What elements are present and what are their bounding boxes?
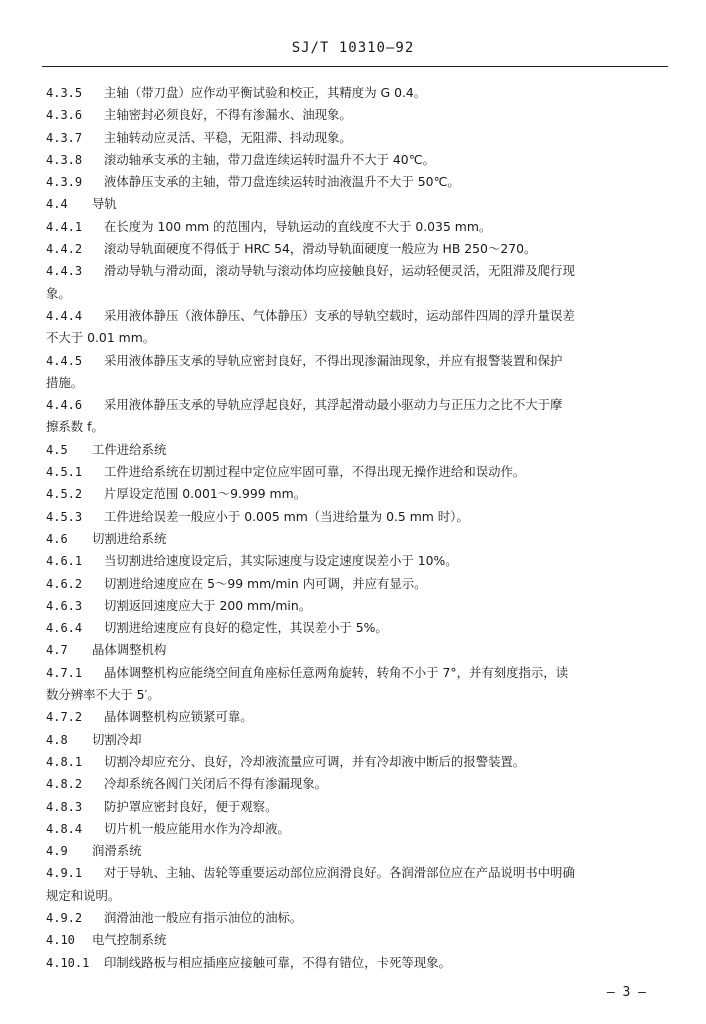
clause-text: 液体静压支承的主轴，带刀盘连续运转时油液温升不大于 50℃。 bbox=[104, 174, 460, 190]
clause-number: 4.3.9 bbox=[46, 175, 83, 190]
clause-number: 4.3.5 bbox=[46, 86, 83, 100]
clause-text: 防护罩应密封良好，便于观察。 bbox=[104, 798, 278, 814]
clause-text: 主轴转动应灵活、平稳，无阻滞、抖动现象。 bbox=[104, 129, 352, 145]
clause-text: 象。 bbox=[46, 285, 71, 301]
clause-text: 切割进给速度应在 5～99 mm/min 内可调，并应有显示。 bbox=[104, 575, 427, 591]
clause-number: 4.6.2 bbox=[46, 576, 83, 591]
clause-line bbox=[46, 149, 662, 171]
clause-line bbox=[46, 639, 662, 661]
clause-line bbox=[46, 840, 662, 862]
clause-continuation-line bbox=[46, 283, 662, 305]
header-rule bbox=[42, 66, 668, 67]
clause-line bbox=[46, 706, 662, 728]
clause-text: 擦系数 f。 bbox=[46, 419, 104, 435]
clause-number: 4.6.3 bbox=[46, 598, 83, 613]
clause-line bbox=[46, 929, 662, 951]
clause-line bbox=[46, 506, 662, 528]
clause-text: 切割冷却 bbox=[92, 731, 142, 747]
clause-number: 4.4.3 bbox=[46, 264, 83, 279]
clause-number: 4.8.2 bbox=[46, 777, 83, 792]
clause-number: 4.7.1 bbox=[46, 665, 83, 680]
clause-continuation-line bbox=[46, 327, 662, 349]
clause-number: 4.6.4 bbox=[46, 621, 83, 636]
clause-number: 4.4.1 bbox=[46, 219, 83, 234]
clause-text: 润滑系统 bbox=[92, 843, 142, 859]
clause-text: 滑动导轨与滑动面，滚动导轨与滚动体均应接触良好，运动轻便灵活，无阻滞及爬行现 bbox=[104, 263, 575, 279]
clause-number: 4.4.6 bbox=[46, 398, 83, 413]
clause-text: 工件进给系统在切割过程中定位应牢固可靠，不得出现无操作进给和误动作。 bbox=[104, 464, 526, 480]
clause-line bbox=[46, 662, 662, 684]
clause-number: 4.7 bbox=[46, 643, 68, 658]
clause-number: 4.4.2 bbox=[46, 242, 83, 257]
clause-number: 4.9.1 bbox=[46, 866, 83, 881]
clause-text: 切片机一般应能用水作为冷却液。 bbox=[104, 820, 290, 836]
clause-text: 主轴（带刀盘）应作动平衡试验和校正，其精度为 G 0.4。 bbox=[104, 85, 427, 100]
clause-continuation-line bbox=[46, 372, 662, 394]
page-number: — 3 — bbox=[606, 985, 646, 1000]
clause-text: 滚动轴承支承的主轴，带刀盘连续运转时温升不大于 40℃。 bbox=[104, 151, 435, 167]
clause-line bbox=[46, 550, 662, 572]
clause-line bbox=[46, 573, 662, 595]
clause-text: 工件进给系统 bbox=[92, 441, 167, 457]
clause-text: 规定和说明。 bbox=[46, 887, 121, 903]
clause-text: 润滑油池一般应有指示油位的油标。 bbox=[104, 909, 303, 925]
clause-line bbox=[46, 617, 662, 639]
clauses-body bbox=[46, 82, 662, 974]
clause-line bbox=[46, 818, 662, 840]
clause-line bbox=[46, 483, 662, 505]
clause-number: 4.4 bbox=[46, 197, 68, 212]
clause-number: 4.9.2 bbox=[46, 910, 83, 925]
clause-number: 4.8.3 bbox=[46, 799, 83, 814]
clause-number: 4.3.8 bbox=[46, 152, 83, 167]
standard-code-header: SJ/T 10310—92 bbox=[291, 40, 415, 56]
clause-line bbox=[46, 862, 662, 884]
clause-text: 导轨 bbox=[92, 196, 117, 212]
clause-line bbox=[46, 350, 662, 372]
clause-text: 晶体调整机构应能绕空间直角座标任意两角旋转，转角不小于 7°，并有刻度指示，读 bbox=[104, 664, 569, 680]
clause-line bbox=[46, 394, 662, 416]
clause-line bbox=[46, 104, 662, 126]
clause-number: 4.3.7 bbox=[46, 130, 83, 145]
clause-text: 切割冷却应充分、良好，冷却液流量应可调，并有冷却液中断后的报警装置。 bbox=[104, 753, 526, 769]
clause-number: 4.5.3 bbox=[46, 509, 83, 524]
clause-text: 采用液体静压（液体静压、气体静压）支承的导轨空载时，运动部件四周的浮升量误差 bbox=[104, 307, 575, 323]
clause-line bbox=[46, 238, 662, 260]
clause-number: 4.10.1 bbox=[46, 955, 90, 970]
clause-line bbox=[46, 127, 662, 149]
clause-line bbox=[46, 773, 662, 795]
clause-line bbox=[46, 952, 662, 974]
clause-text: 当切割进给速度设定后，其实际速度与设定速度误差小于 10%。 bbox=[104, 553, 458, 569]
clause-line bbox=[46, 461, 662, 483]
clause-number: 4.5 bbox=[46, 442, 68, 457]
clause-number: 4.4.5 bbox=[46, 353, 83, 368]
clause-text: 切割进给系统 bbox=[92, 530, 167, 546]
clause-text: 滚动导轨面硬度不得低于 HRC 54，滑动导轨面硬度一般应为 HB 250～270。 bbox=[104, 241, 537, 257]
clause-text: 冷却系统各阀门关闭后不得有渗漏现象。 bbox=[104, 776, 328, 792]
clause-line bbox=[46, 216, 662, 238]
clause-line bbox=[46, 82, 662, 104]
clause-number: 4.8.4 bbox=[46, 821, 83, 836]
clause-text: 数分辨率不大于 5′。 bbox=[46, 687, 160, 703]
clause-number: 4.6.1 bbox=[46, 554, 83, 569]
clause-text: 采用液体静压支承的导轨应浮起良好，其浮起滑动最小驱动力与正压力之比不大于摩 bbox=[104, 397, 563, 413]
clause-text: 电气控制系统 bbox=[92, 932, 167, 948]
clause-number: 4.8.1 bbox=[46, 754, 83, 769]
clause-line bbox=[46, 729, 662, 751]
clause-text: 不大于 0.01 mm。 bbox=[46, 330, 156, 346]
clause-line bbox=[46, 796, 662, 818]
clause-line bbox=[46, 193, 662, 215]
clause-text: 晶体调整机构应锁紧可靠。 bbox=[104, 709, 253, 725]
clause-number: 4.8 bbox=[46, 732, 68, 747]
clause-line bbox=[46, 171, 662, 193]
clause-number: 4.5.1 bbox=[46, 465, 83, 480]
clause-number: 4.4.4 bbox=[46, 308, 83, 323]
clause-text: 印制线路板与相应插座应接触可靠，不得有错位，卡死等现象。 bbox=[104, 954, 451, 970]
clause-line bbox=[46, 439, 662, 461]
clause-text: 切割返回速度应大于 200 mm/min。 bbox=[104, 597, 312, 613]
clause-text: 主轴密封必须良好，不得有渗漏水、油现象。 bbox=[104, 107, 352, 123]
clause-line bbox=[46, 751, 662, 773]
clause-text: 晶体调整机构 bbox=[92, 642, 167, 658]
clause-line bbox=[46, 528, 662, 550]
clause-text: 在长度为 100 mm 的范围内，导轨运动的直线度不大于 0.035 mm。 bbox=[104, 218, 492, 234]
clause-text: 措施。 bbox=[46, 374, 84, 390]
clause-number: 4.5.2 bbox=[46, 487, 83, 502]
clause-text: 对于导轨、主轴、齿轮等重要运动部位应润滑良好。各润滑部位应在产品说明书中明确 bbox=[104, 865, 575, 881]
clause-continuation-line bbox=[46, 885, 662, 907]
clause-number: 4.7.2 bbox=[46, 710, 83, 725]
clause-text: 采用液体静压支承的导轨应密封良好，不得出现渗漏油现象，并应有报警装置和保护 bbox=[104, 352, 563, 368]
clause-text: 片厚设定范围 0.001～9.999 mm。 bbox=[104, 486, 307, 502]
clause-number: 4.3.6 bbox=[46, 108, 83, 123]
clause-continuation-line bbox=[46, 684, 662, 706]
clause-text: 切割进给速度应有良好的稳定性，其误差小于 5%。 bbox=[104, 620, 388, 636]
clause-number: 4.10 bbox=[46, 933, 75, 948]
clause-line bbox=[46, 260, 662, 282]
clause-continuation-line bbox=[46, 416, 662, 438]
clause-number: 4.9 bbox=[46, 844, 68, 859]
clause-line bbox=[46, 907, 662, 929]
clause-text: 工件进给误差一般应小于 0.005 mm（当进给量为 0.5 mm 时）。 bbox=[104, 508, 469, 524]
clause-line bbox=[46, 595, 662, 617]
clause-number: 4.6 bbox=[46, 531, 68, 546]
clause-line bbox=[46, 305, 662, 327]
